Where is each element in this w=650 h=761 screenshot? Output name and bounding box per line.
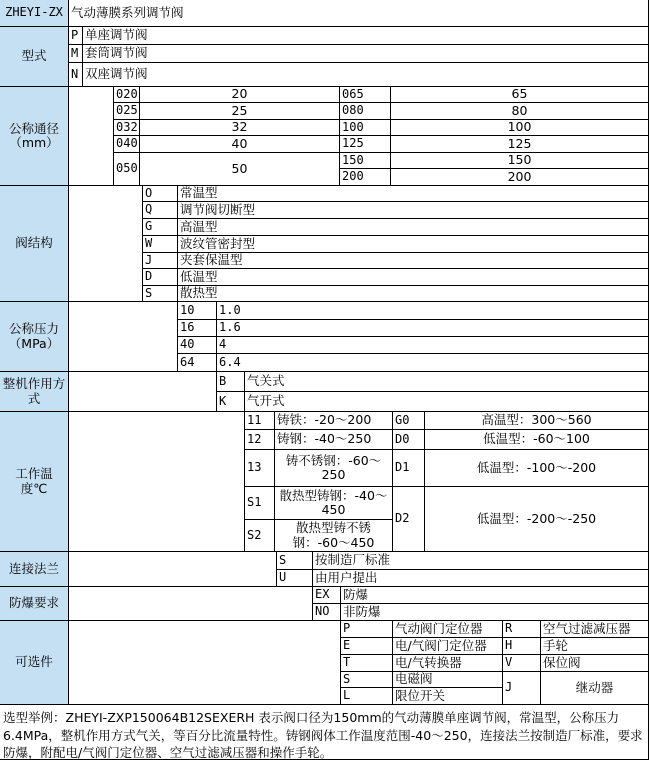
code-cell: S [142,285,178,302]
code-cell: 050 [113,152,140,186]
code-cell: G [142,218,178,236]
value-cell: 手轮 [540,637,649,655]
code-cell: S [276,551,313,570]
code-cell: U [276,569,313,587]
code-cell: Q [142,201,178,219]
value-cell: 6.4 [216,353,649,372]
blank-cell [68,86,114,186]
value-cell: 散热型 [177,285,649,302]
section-label-flange: 连接法兰 [0,551,69,587]
section-label-body-type: 型式 [0,26,69,87]
value-cell: 空气过滤减压器 [540,620,649,638]
blank-cell [68,411,245,552]
value-cell: 32 [139,119,340,136]
code-cell: 100 [339,119,391,136]
code-cell: S [340,671,393,688]
code-cell: 065 [339,86,391,103]
value-cell: 套筒调节阀 [82,44,649,63]
value-cell: 电磁阀 [392,671,503,688]
value-cell: 高温型 [177,218,649,236]
value-cell: 1.0 [216,301,649,320]
blank-cell [68,185,143,302]
code-cell: N [68,62,83,87]
code-cell: S1 [244,486,275,520]
code-cell: H [502,637,541,655]
section-label-temperature: 工作温度℃ [0,411,69,552]
value-cell: 低温型：-200～-250 [424,486,649,552]
code-cell: B [216,371,245,392]
code-cell: T [340,654,393,672]
code-cell: 040 [113,135,140,153]
code-cell: J [142,252,178,269]
code-cell: J [502,671,541,705]
code-cell: NO [312,603,341,621]
code-cell: V [502,654,541,672]
value-cell: 波纹管密封型 [177,235,649,253]
code-cell: D0 [392,429,425,450]
value-cell: 继动器 [540,671,649,705]
code-cell: M [68,44,83,63]
value-cell: 4 [216,336,649,354]
code-cell: 080 [339,102,391,120]
code-cell: 16 [177,319,217,337]
value-cell: 150 [390,152,649,169]
value-cell: 铸铁：-20～200 [274,411,393,430]
value-cell: 散热型铸钢：-40～450 [274,486,393,520]
value-cell: 气关式 [244,371,649,392]
value-cell: 由用户提出 [312,569,649,587]
value-cell: 夹套保温型 [177,252,649,269]
code-cell: 032 [113,119,140,136]
value-cell: 100 [390,119,649,136]
value-cell: 双座调节阀 [82,62,649,87]
value-cell: 低温型 [177,268,649,286]
code-cell: 200 [339,168,391,186]
code-cell: 13 [244,449,275,487]
code-cell: 020 [113,86,140,103]
value-cell: 高温型：300～560 [424,411,649,430]
code-cell: D1 [392,449,425,487]
code-cell: EX [312,586,341,604]
code-cell: P [68,26,83,45]
value-cell: 低温型：-60～100 [424,429,649,450]
selection-example: 选型举例：ZHEYI-ZXP150064B12SEXERH 表示阀口径为150mm的气动薄膜单座调节阀，常温型，公称压力6.4MPa，整机作用方式气关，等百分比流量特性。铸钢阀体工作温度范围-40～250，连接法兰按制造厂标准，要求防爆，附配电/气阀门定位器、空气过滤减压器和操作手轮。 [0,704,649,760]
code-cell: 64 [177,353,217,372]
value-cell: 非防爆 [340,603,649,621]
value-cell: 散热型铸不锈钢：-60～450 [274,519,393,552]
code-cell: G0 [392,411,425,430]
value-cell: 气动阀门定位器 [392,620,503,638]
value-cell: 保位阀 [540,654,649,672]
table-title: 气动薄膜系列调节阀 [68,0,649,27]
value-cell: 气开式 [244,391,649,412]
value-cell: 125 [390,135,649,153]
code-cell: W [142,235,178,253]
section-label-pressure: 公称压力（MPa） [0,301,69,372]
value-cell: 25 [139,102,340,120]
value-cell: 65 [390,86,649,103]
section-label-nominal-size: 公称通径（mm） [0,86,69,186]
section-label-explosion: 防爆要求 [0,586,69,621]
code-cell: P [340,620,393,638]
section-label-structure: 阀结构 [0,185,69,302]
code-cell: O [142,185,178,202]
value-cell: 铸钢：-40～250 [274,429,393,450]
value-cell: 80 [390,102,649,120]
code-cell: 150 [339,152,391,169]
code-cell: R [502,620,541,638]
value-cell: 限位开关 [392,687,503,705]
code-cell: E [340,637,393,655]
section-label-action: 整机作用方式 [0,371,69,412]
blank-cell [68,301,178,372]
value-cell: 低温型：-100～-200 [424,449,649,487]
code-cell: 125 [339,135,391,153]
value-cell: 50 [139,152,340,186]
code-cell: 12 [244,429,275,450]
code-cell: S2 [244,519,275,552]
code-cell: 025 [113,102,140,120]
model-code: ZHEYI-ZX [0,0,69,27]
value-cell: 40 [139,135,340,153]
value-cell: 调节阀切断型 [177,201,649,219]
value-cell: 电/气转换器 [392,654,503,672]
value-cell: 单座调节阀 [82,26,649,45]
code-cell: D [142,268,178,286]
code-cell: 11 [244,411,275,430]
blank-cell [68,620,341,705]
value-cell: 电/气阀门定位器 [392,637,503,655]
code-cell: D2 [392,486,425,552]
blank-cell [68,586,313,621]
value-cell: 200 [390,168,649,186]
value-cell: 防爆 [340,586,649,604]
value-cell: 1.6 [216,319,649,337]
code-cell: 40 [177,336,217,354]
value-cell: 常温型 [177,185,649,202]
code-cell: L [340,687,393,705]
code-cell: 10 [177,301,217,320]
blank-cell [68,551,277,587]
value-cell: 20 [139,86,340,103]
code-cell: K [216,391,245,412]
value-cell: 按制造厂标准 [312,551,649,570]
section-label-options: 可选件 [0,620,69,705]
value-cell: 铸不锈钢：-60～250 [274,449,393,487]
blank-cell [68,371,217,412]
